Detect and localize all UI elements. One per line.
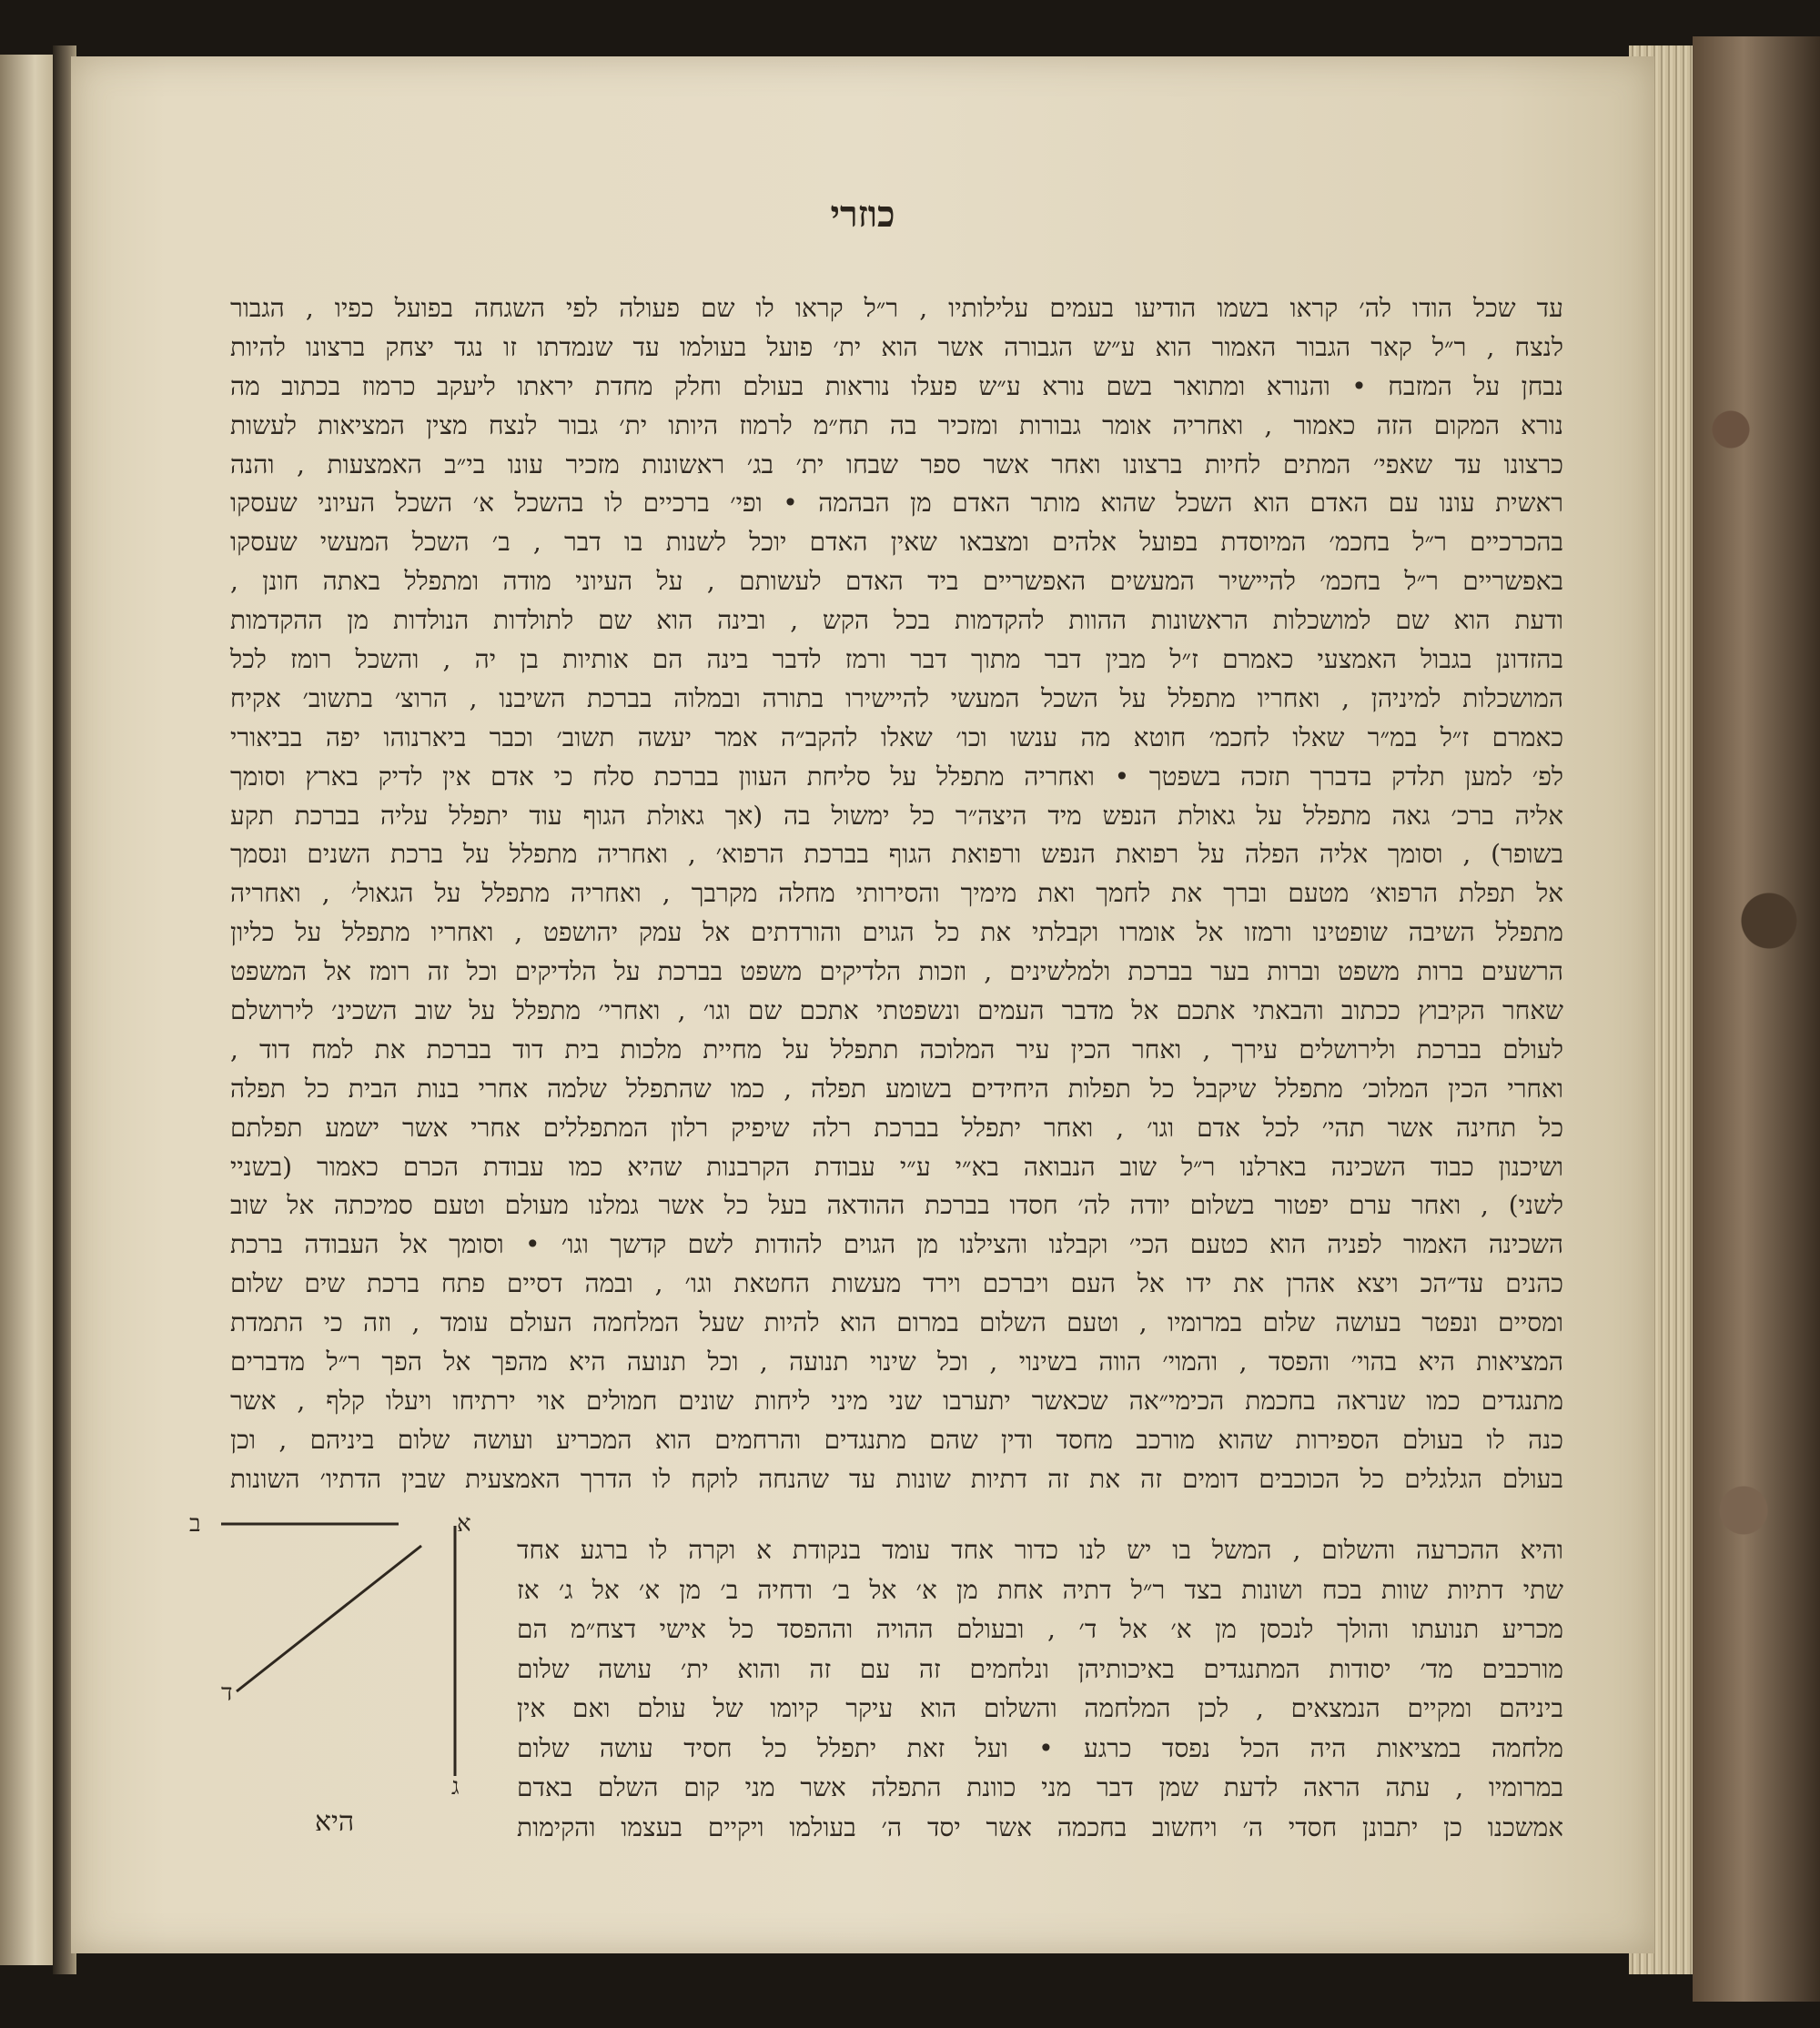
main-text-block bbox=[230, 289, 1563, 1499]
text-line: המושכלות למיניהן , ואחריו מתפלל על השכל המעשי להיישירו בתורה ובמלוה בברכת השיבנו , הרוצ׳ בתשוב׳ אקיח bbox=[230, 682, 1563, 713]
marbled-cover bbox=[1693, 36, 1820, 2002]
text-line: שתי דתיות שוות בכח ושונות בצד ר״ל דתיה אחת מן א׳ אל ב׳ ודחיה ב׳ מן א׳ אל ג׳ אז bbox=[517, 1574, 1563, 1605]
text-line: מורכבים מד׳ יסודות המתנגדים באיכותיהן ונלחמים זה עם זה והוא ית׳ עושה שלום bbox=[517, 1653, 1563, 1684]
text-line: כרצונו עד שאפי׳ המתים לחיות ברצונו ואחר אשר ספר שבחו ית׳ בג׳ ראשונות מזכיר עונו בי״ב האמצעות , והנה bbox=[230, 449, 1563, 479]
running-header: כוזרי bbox=[830, 193, 895, 236]
diagram-label-a: א bbox=[457, 1510, 471, 1538]
text-line: לעולם בברכת ולירושלים עירך , ואחר הכין עיר המלוכה תתפלל על מחיית מלכות בית דוד בברכת את למח דוד , bbox=[230, 1034, 1563, 1064]
text-line: באפשריים ר״ל בחכמ׳ להיישיר המעשים האפשריים ביד האדם לעשותם , על העיוני מודה ומתפלל באתה חונן , bbox=[230, 566, 1563, 597]
text-line: ודעת הוא שם למושכלות הראשונות ההוות להקדמות בכל הקש , ובינה הוא שם לתולדות הנולדות מן ההקדמות bbox=[230, 605, 1563, 636]
text-line: לפ׳ למען תלדק בדברך תזכה בשפטך • ואחריה מתפלל על סליחת העוון בברכת סלח כי אדם אין לדיק בארץ וסומך bbox=[230, 761, 1563, 792]
text-line: בשופר) , וסומך אליה הפלה על רפואת הנפש ורפואת הגוף בברכת הרפוא׳ , ואחריה מתפלל על ברכת השנים ונסמך bbox=[230, 839, 1563, 870]
text-line: כאמרם ז״ל במ״ר שאלו לחכמ׳ חוטא מה ענשו וכו׳ שאלו להקב״ה אמר יעשה תשוב׳ וכבר ביארנוהו יפה בביאורי bbox=[230, 721, 1563, 752]
text-line: אמשכנו כן יתבונן חסדי ה׳ ויחשוב בחכמה אשר יסד ה׳ בעולמו ויקיים בעצמו והקימות bbox=[517, 1811, 1563, 1842]
text-line: נבחן על המזבח • והנורא ומתואר בשם נורא ע״ש פעלו נוראות בעולם וחלק מחדת יראתו ליעקב כרמוז בכתוב מה bbox=[230, 370, 1563, 401]
text-line: ומסיים ונפטר בעושה שלום במרומיו , וטעם השלום במרום הוא להיות שעל המלחמה העולם עומד , וזה כי התמדת bbox=[230, 1307, 1563, 1338]
text-line: בעולם הגלגלים כל הכוכבים דומים זה את זה דתיות שונות עד שהנחה לוקח לו הדרך האמצעית שבין הדתיו׳ השונות bbox=[230, 1463, 1563, 1494]
signature-mark: היא bbox=[315, 1806, 355, 1838]
text-line: נורא המקום הזה כאמור , ואחריה אומר גבורות ומזכיר בה תח״מ לרמוז היותו ית׳ גבור לנצח מצין המציאות לעשות bbox=[230, 409, 1563, 440]
text-line: כנה לו בעולם הספירות שהוא מורכב מחסד ודין שהם מתנגדים והרחמים הוא המכריע ועושה שלום ביניהם , וכן bbox=[230, 1424, 1563, 1455]
text-line: מתפלל השיבה שופטינו ורמזו אל אומרו וקבלתי את כל הגוים והורדתים אל עמק יהושפט , ואחריו מתפלל על כליון bbox=[230, 917, 1563, 948]
text-line: אליה ברכ׳ גאה מתפלל על גאולת הנפש מיד היצה״ר כל ימשול בה (אך גאולת הגוף עוד יתפלל עליה בברכת תקע bbox=[230, 800, 1563, 831]
text-line: ראשית עונו עם האדם הוא השכל שהוא מותר האדם מן הבהמה • ופי׳ ברכיים לו בהשכל א׳ השכל העיוני שעסקו bbox=[230, 488, 1563, 519]
text-line: והיא ההכרעה והשלום , המשל בו יש לנו כדור אחד עומד בנקודת א וקרה לו ברגע אחד bbox=[517, 1535, 1563, 1565]
text-line: ושיכנון כבוד השכינה בארלנו ר״ל שוב הנבואה בא״י ע״י עבודת הקרבנות שהיא כמו עבודת הכרם כאמור (בשניי bbox=[230, 1151, 1563, 1182]
text-line: בהזדונן בגבול האמצעי כאמרם ז״ל מבין דבר מתוך דבר ורמז לדבר בינה הם אותיות בן יה , והשכל רומז לכל bbox=[230, 644, 1563, 675]
text-line: שאחר הקיבוץ ככתוב והבאתי אתכם אל מדבר העמים ונשפטתי אתכם שם וגו׳ , ואחרי׳ מתפלל על שוב השכינ׳ לירושלם bbox=[230, 995, 1564, 1026]
text-line: אל תפלת הרפוא׳ מטעם וברך את לחמך ואת מימיך והסירותי מחלה מקרבך , ואחריה מתפלל על הגאול׳ , ואחריה bbox=[230, 878, 1563, 909]
text-line: הרשעים ברות משפט וברות בער בברכת ולמלשינים , וזכות הלדיקים משפט בברכת על הלדיקים וכל זה רומז אל המשפט bbox=[230, 956, 1563, 987]
text-line: ביניהם ומקיים הנמצאים , לכן המלחמה והשלום הוא עיקר קיומו של עולם ואם אין bbox=[517, 1693, 1563, 1723]
text-line: כל תחינה אשר תהי׳ לכל אדם וגו׳ , ואחר יתפלל בברכת רלה שיפיק רלון המתפללים אחרי אשר ישמע תפלתם bbox=[230, 1112, 1564, 1143]
lower-text-block bbox=[517, 1530, 1563, 1847]
text-line: מתנגדים כמו שנראה בחכמת הכימי״אה שכאשר יתערבו שני מיני ליחות שונים חמולים אוי ירתיחו ויעלו קלף , אשר bbox=[230, 1385, 1563, 1416]
text-line: ואחרי הכין המלוכ׳ מתפלל שיקבל כל תפלות היחידים בשומע תפלה , כמו שהתפלל שלמה אחרי בנות הבית כל תפלה bbox=[230, 1073, 1563, 1104]
diagram-label-b: ב bbox=[189, 1510, 201, 1538]
text-line: השכינה האמור לפניה הוא כטעם הכי׳ וקבלנו והצילנו מן הגוים להודות לשם קדשך וגו׳ • וסומך אל העבודה ברכת bbox=[230, 1229, 1563, 1260]
text-line: בהכרכיים ר״ל בחכמ׳ המיוסדת בפועל אלהים ומצבאו שאין האדם יוכל לשנות בו דבר , ב׳ השכל המעשי שעסקו bbox=[230, 527, 1563, 558]
text-line: לשני) , ואחר ערם יפטור בשלום יודה לה׳ חסדו בברכת ההודאה בעל כל אשר גמלנו מעולם וטעם סמיכתה אל שוב bbox=[230, 1190, 1564, 1221]
diagram-label-d: ד bbox=[221, 1680, 233, 1707]
text-line: במרומיו , עתה הראה לדעת שמן דבר מני כוונת התפלה אשר מני קום השלם באדם bbox=[517, 1772, 1563, 1802]
diagram-line-a-d bbox=[237, 1546, 421, 1691]
diagram-label-c: ג bbox=[451, 1773, 460, 1801]
text-line: כהנים עד״הכ ויצא אהרן את ידו אל העם ויברכם וירד מעשות החטאת וגו׳ , ובמה דסיים פתח ברכת שים שלום bbox=[230, 1268, 1563, 1299]
text-line: מכריע תנועתו והולך לנכסן מן א׳ אל ד׳ , ובעולם ההויה וההפסד כל אישי דצח״מ הם bbox=[517, 1614, 1563, 1644]
diagram-svg bbox=[189, 1498, 508, 1801]
text-line: המציאות היא בהוי׳ והפסד , והמוי׳ הווה בשינוי , וכל שינוי תנועה , וכל תנועה היא מהפך אל הפך ר״ל מדברים bbox=[230, 1347, 1563, 1377]
text-line: עד שכל הודו לה׳ קראו בשמו הודיעו בעמים עלילותיו , ר״ל קראו לו שם פעולה לפי השגחה בפועל כפיו , הגבור bbox=[230, 293, 1563, 323]
text-line: מלחמה במציאות היה הכל נפסד כרגע • ועל זאת יתפלל כל חסיד עושה שלום bbox=[517, 1732, 1563, 1763]
geometry-diagram bbox=[189, 1498, 508, 1801]
text-line: לנצח , ר״ל קאר הגבור האמור הוא ע״ש הגבורה אשר הוא ית׳ פועל בעולמו עד שנמדתו זו נגד יצחק ברצונו להיות bbox=[230, 331, 1563, 362]
book-page bbox=[71, 56, 1654, 1953]
